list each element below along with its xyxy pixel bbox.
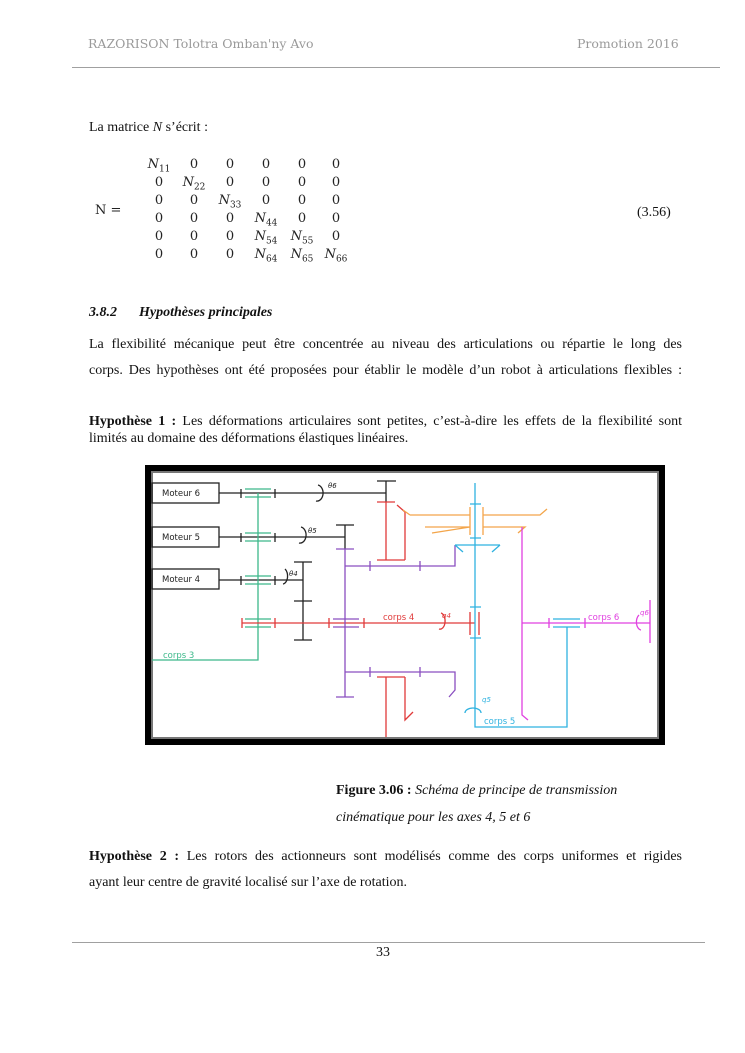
label-theta4: θ4 bbox=[289, 570, 298, 578]
equation-number: (3.56) bbox=[637, 205, 671, 220]
matrix-cell: 0 bbox=[225, 247, 235, 262]
hypothesis-2-cont: ayant leur centre de gravité localisé sur l’axe de rotation. bbox=[89, 875, 407, 890]
matrix-cell: 0 bbox=[297, 175, 307, 190]
figure-caption: Figure 3.06 : Schéma de principe de transmission bbox=[336, 783, 618, 798]
matrix-cell: 0 bbox=[261, 175, 271, 190]
matrix-cell: 0 bbox=[297, 211, 307, 226]
matrix-cell: 0 bbox=[261, 157, 271, 172]
matrix-cell: 0 bbox=[225, 175, 235, 190]
matrix-cell: 0 bbox=[154, 229, 164, 244]
matrix-cell: 0 bbox=[225, 229, 235, 244]
matrix-cell: 0 bbox=[189, 157, 199, 172]
matrix-intro: La matrice N s’écrit : bbox=[89, 120, 208, 135]
matrix-cell: 0 bbox=[154, 175, 164, 190]
matrix-cell: $N_{22}$ bbox=[182, 175, 206, 193]
section-heading: 3.8.2 Hypothèses principales bbox=[89, 305, 273, 320]
hypothesis-1-cont: limités au domaine des déformations élastiques linéaires. bbox=[89, 431, 409, 446]
header-promotion: Promotion 2016 bbox=[577, 36, 679, 51]
matrix-cell: 0 bbox=[154, 193, 164, 208]
matrix-cell: 0 bbox=[331, 211, 341, 226]
matrix-cell: 0 bbox=[154, 211, 164, 226]
matrix-cell: $N_{33}$ bbox=[218, 193, 242, 211]
matrix-cell: 0 bbox=[297, 157, 307, 172]
matrix-cell: 0 bbox=[331, 157, 341, 172]
matrix-cell: 0 bbox=[225, 157, 235, 172]
label-moteur-4: Moteur 4 bbox=[162, 575, 201, 585]
matrix-cell: 0 bbox=[331, 229, 341, 244]
matrix-cell: 0 bbox=[189, 229, 199, 244]
label-theta5: θ5 bbox=[308, 527, 317, 535]
matrix-cell: $N_{11}$ bbox=[147, 157, 171, 175]
label-theta6: θ6 bbox=[328, 482, 337, 490]
footer-rule bbox=[72, 942, 705, 943]
matrix-cell: 0 bbox=[154, 247, 164, 262]
transmission-diagram bbox=[145, 465, 665, 745]
matrix-cell: $N_{54}$ bbox=[254, 229, 278, 247]
label-moteur-5: Moteur 5 bbox=[162, 533, 201, 543]
matrix-cell: $N_{66}$ bbox=[324, 247, 348, 265]
page-number: 33 bbox=[376, 945, 390, 960]
matrix-cell: $N_{44}$ bbox=[254, 211, 278, 229]
equation-lhs: N = bbox=[95, 203, 122, 218]
header-rule bbox=[72, 67, 720, 68]
matrix-cell: 0 bbox=[189, 247, 199, 262]
matrix-cell: $N_{65}$ bbox=[290, 247, 314, 265]
matrix-cell: 0 bbox=[225, 211, 235, 226]
label-q6: q6 bbox=[640, 609, 649, 617]
label-corps-3: corps 3 bbox=[163, 651, 195, 661]
label-corps-6: corps 6 bbox=[588, 613, 620, 623]
matrix-cell: 0 bbox=[297, 193, 307, 208]
label-moteur-6: Moteur 6 bbox=[162, 489, 201, 499]
figure-caption-cont: cinématique pour les axes 4, 5 et 6 bbox=[336, 810, 531, 825]
matrix-cell: 0 bbox=[331, 193, 341, 208]
paragraph-line: corps. Des hypothèses ont été proposées pour établir le modèle d’un robot à articulations flexibles : bbox=[89, 363, 682, 378]
matrix-cell: 0 bbox=[189, 211, 199, 226]
paragraph-line: La flexibilité mécanique peut être concentrée au niveau des articulations ou répartie le long des bbox=[89, 337, 682, 352]
label-q5: q5 bbox=[482, 696, 491, 704]
matrix-cell: $N_{55}$ bbox=[290, 229, 314, 247]
label-corps-5: corps 5 bbox=[484, 717, 516, 727]
matrix-cell: 0 bbox=[331, 175, 341, 190]
header-author: RAZORISON Tolotra Omban'ny Avo bbox=[88, 36, 314, 51]
matrix-cell: 0 bbox=[261, 193, 271, 208]
matrix-cell: 0 bbox=[189, 193, 199, 208]
label-corps-4: corps 4 bbox=[383, 613, 415, 623]
hypothesis-1: Hypothèse 1 : Les déformations articulaires sont petites, c’est-à-dire les effets de la flexibilité sont bbox=[89, 414, 683, 429]
matrix-cell: $N_{64}$ bbox=[254, 247, 278, 265]
label-q4: q4 bbox=[442, 612, 451, 620]
hypothesis-2: Hypothèse 2 : Les rotors des actionneurs sont modélisés comme des corps uniformes et rigides bbox=[89, 849, 682, 864]
